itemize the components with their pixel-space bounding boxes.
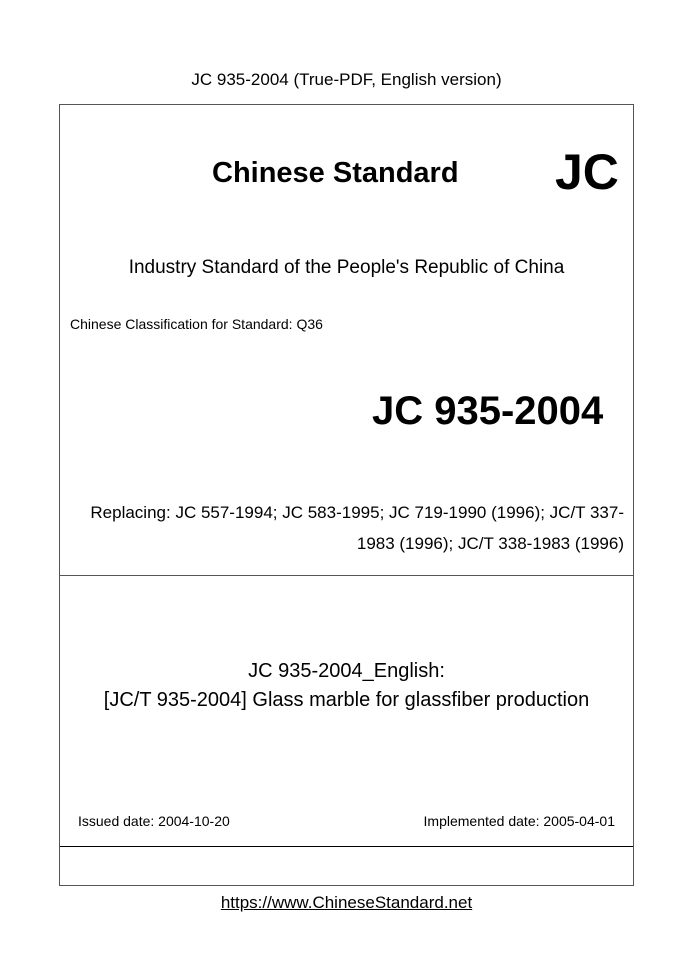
replacing-text <box>79 497 624 559</box>
classification-text: Chinese Classification for Standard: Q36 <box>70 316 323 332</box>
jc-mark: JC <box>555 144 619 200</box>
cover-frame <box>59 104 634 886</box>
bottom-divider <box>60 846 633 847</box>
implemented-date: Implemented date: 2005-04-01 <box>423 813 615 829</box>
document-title-line-1: JC 935-2004_English: <box>248 660 445 682</box>
document-title <box>60 657 633 715</box>
page-header: JC 935-2004 (True-PDF, English version) <box>191 70 502 89</box>
document-title-line-2: [JC/T 935-2004] Glass marble for glassfiber production <box>103 689 590 711</box>
replacing-line-1: Replacing: JC 557-1994; JC 583-1995; JC 719-1990 (1996); JC/T 337- <box>90 503 624 522</box>
issued-date: Issued date: 2004-10-20 <box>78 813 230 829</box>
industry-subtitle: Industry Standard of the People's Republic of China <box>128 257 565 278</box>
replacing-line-2: 1983 (1996); JC/T 338-1983 (1996) <box>356 534 624 553</box>
section-divider <box>60 575 633 576</box>
standard-title: Chinese Standard <box>212 157 459 189</box>
standard-number: JC 935-2004 <box>372 389 604 433</box>
website-link[interactable]: https://www.ChineseStandard.net <box>220 893 473 912</box>
